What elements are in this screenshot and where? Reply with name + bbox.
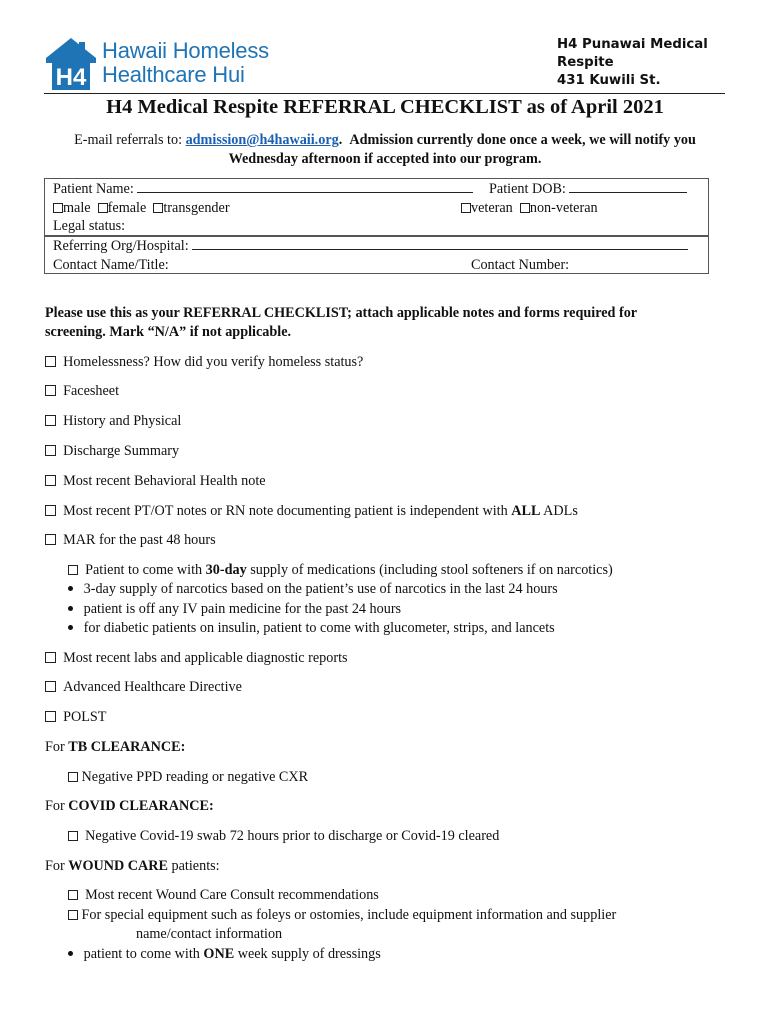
labs-checkbox[interactable] [45, 652, 56, 663]
transgender-checkbox[interactable] [153, 203, 163, 213]
list-item [45, 472, 266, 490]
bullet-icon [68, 586, 73, 591]
mar-supply-after: supply of medications (including stool softeners if on narcotics) [246, 562, 613, 578]
logo-line-2: Healthcare Hui [102, 62, 245, 87]
wound-equipment-label: For special equipment such as foleys or ostomies, include equipment information and supplier [81, 907, 617, 923]
wound-heading-bold: WOUND CARE [68, 858, 168, 874]
wound-item-1 [68, 886, 379, 904]
transgender-label: transgender [163, 200, 230, 216]
veteran-checkbox[interactable] [461, 203, 471, 213]
wound-consult-label: Most recent Wound Care Consult recommendations [85, 887, 379, 903]
referring-org-label: Referring Org/Hospital: [53, 238, 189, 254]
instructions-line-1: Please use this as your REFERRAL CHECKLIST; attach applicable notes and forms required for [45, 305, 638, 321]
tb-item [68, 768, 308, 786]
polst-label: POLST [63, 709, 107, 725]
legal-status-label: Legal status: [53, 218, 126, 234]
veteran-label: veteran [471, 200, 513, 216]
wound-consult-checkbox[interactable] [68, 890, 78, 900]
address-line-3: 431 Kuwili St. [557, 73, 661, 88]
intro-dot: . [338, 132, 343, 148]
list-item [45, 382, 119, 400]
patient-name-field[interactable] [137, 180, 473, 193]
list-item [45, 502, 578, 520]
history-physical-checkbox[interactable] [45, 415, 56, 426]
logo [44, 36, 274, 92]
wound-item-2-cont: name/contact information [136, 926, 283, 942]
wound-heading-rest: patients: [167, 858, 220, 874]
instructions [45, 304, 637, 342]
contact-name-label: Contact Name/Title: [53, 257, 169, 273]
homelessness-checkbox[interactable] [45, 356, 56, 367]
tb-label: Negative PPD reading or negative CXR [81, 769, 309, 785]
covid-item [68, 827, 499, 845]
facesheet-checkbox[interactable] [45, 385, 56, 396]
tb-checkbox[interactable] [68, 772, 78, 782]
logo-line-1: Hawaii Homeless [102, 38, 269, 63]
history-physical-label: History and Physical [63, 413, 182, 429]
covid-heading-bold: COVID CLEARANCE: [68, 798, 214, 814]
address-line-2: Respite [557, 55, 614, 70]
wound-bullet-before: patient to come with [83, 946, 204, 962]
advanced-directive-label: Advanced Healthcare Directive [63, 679, 242, 695]
non-veteran-checkbox[interactable] [520, 203, 530, 213]
mar-bullet-item [68, 600, 401, 618]
behavioral-health-label: Most recent Behavioral Health note [63, 473, 266, 489]
ptot-label-before: Most recent PT/OT notes or RN note documenting patient is independent with [63, 503, 512, 519]
list-item [45, 649, 348, 667]
address-block [557, 36, 708, 90]
facesheet-label: Facesheet [63, 383, 120, 399]
list-item [45, 353, 363, 371]
mar-bullet-item [68, 580, 558, 598]
mar-supply-item [68, 561, 613, 579]
list-item [45, 442, 179, 460]
discharge-summary-label: Discharge Summary [63, 443, 180, 459]
page-title: H4 Medical Respite REFERRAL CHECKLIST as of April 2021 [106, 96, 664, 118]
list-item [45, 708, 106, 726]
wound-bullet-item [68, 945, 381, 963]
polst-checkbox[interactable] [45, 711, 56, 722]
covid-label: Negative Covid-19 swab 72 hours prior to discharge or Covid-19 cleared [85, 828, 500, 844]
referring-org-row [53, 237, 688, 255]
female-checkbox[interactable] [98, 203, 108, 213]
veteran-row [461, 199, 598, 217]
covid-checkbox[interactable] [68, 831, 78, 841]
ptot-checkbox[interactable] [45, 505, 56, 516]
gender-row [53, 199, 230, 217]
wound-bullet-after: week supply of dressings [234, 946, 381, 962]
patient-name-row [53, 180, 473, 198]
intro-line-1 [0, 131, 770, 149]
advanced-directive-checkbox[interactable] [45, 681, 56, 692]
discharge-summary-checkbox[interactable] [45, 445, 56, 456]
mar-supply-checkbox[interactable] [68, 565, 78, 575]
tb-for: For [45, 739, 69, 755]
patient-dob-label: Patient DOB: [489, 181, 566, 197]
ptot-label-bold: ALL [511, 503, 541, 519]
bullet-icon [68, 951, 73, 956]
email-link[interactable]: admission@h4hawaii.org [185, 132, 339, 148]
mar-bullet-1: 3-day supply of narcotics based on the patient’s use of narcotics in the last 24 hours [83, 581, 558, 597]
female-label: female [107, 200, 147, 216]
patient-dob-field[interactable] [569, 180, 687, 193]
mar-bullet-3: for diabetic patients on insulin, patient to come with glucometer, strips, and lancets [83, 620, 555, 636]
tb-heading [45, 738, 185, 756]
mar-label: MAR for the past 48 hours [63, 532, 216, 548]
covid-for: For [45, 798, 69, 814]
mar-bullet-item [68, 619, 555, 637]
referring-org-field[interactable] [192, 237, 688, 250]
behavioral-health-checkbox[interactable] [45, 475, 56, 486]
patient-name-label: Patient Name: [53, 181, 134, 197]
intro-prefix: E-mail referrals to: [74, 132, 186, 148]
mar-supply-before: Patient to come with [85, 562, 206, 578]
list-item [45, 531, 216, 549]
ptot-label-after: ADLs [540, 503, 578, 519]
patient-dob-row [489, 180, 687, 198]
bullet-icon [68, 606, 73, 611]
house-h4-icon [44, 36, 98, 92]
intro-line-2: Wednesday afternoon if accepted into our program. [228, 151, 542, 167]
mar-supply-bold: 30-day [205, 562, 247, 578]
covid-heading [45, 797, 214, 815]
wound-item-2 [68, 906, 616, 924]
wound-equipment-checkbox[interactable] [68, 910, 78, 920]
svg-text:H4: H4 [55, 64, 87, 91]
male-label: male [63, 200, 91, 216]
list-item [45, 412, 181, 430]
male-checkbox[interactable] [53, 203, 63, 213]
homelessness-label: Homelessness? How did you verify homeless status? [63, 354, 364, 370]
address-line-1: H4 Punawai Medical [557, 37, 708, 52]
mar-checkbox[interactable] [45, 534, 56, 545]
wound-heading [45, 857, 220, 875]
contact-number-label: Contact Number: [471, 257, 570, 273]
mar-bullet-2: patient is off any IV pain medicine for the past 24 hours [83, 601, 402, 617]
list-item [45, 678, 242, 696]
instructions-line-2: screening. Mark “N/A” if not applicable. [45, 324, 292, 340]
wound-bullet-bold: ONE [203, 946, 235, 962]
non-veteran-label: non-veteran [529, 200, 598, 216]
labs-label: Most recent labs and applicable diagnostic reports [63, 650, 348, 666]
tb-heading-bold: TB CLEARANCE: [68, 739, 186, 755]
header-rule [44, 93, 725, 94]
bullet-icon [68, 625, 73, 630]
intro-admission-text: Admission currently done once a week, we will notify you [349, 132, 696, 148]
wound-for: For [45, 858, 69, 874]
